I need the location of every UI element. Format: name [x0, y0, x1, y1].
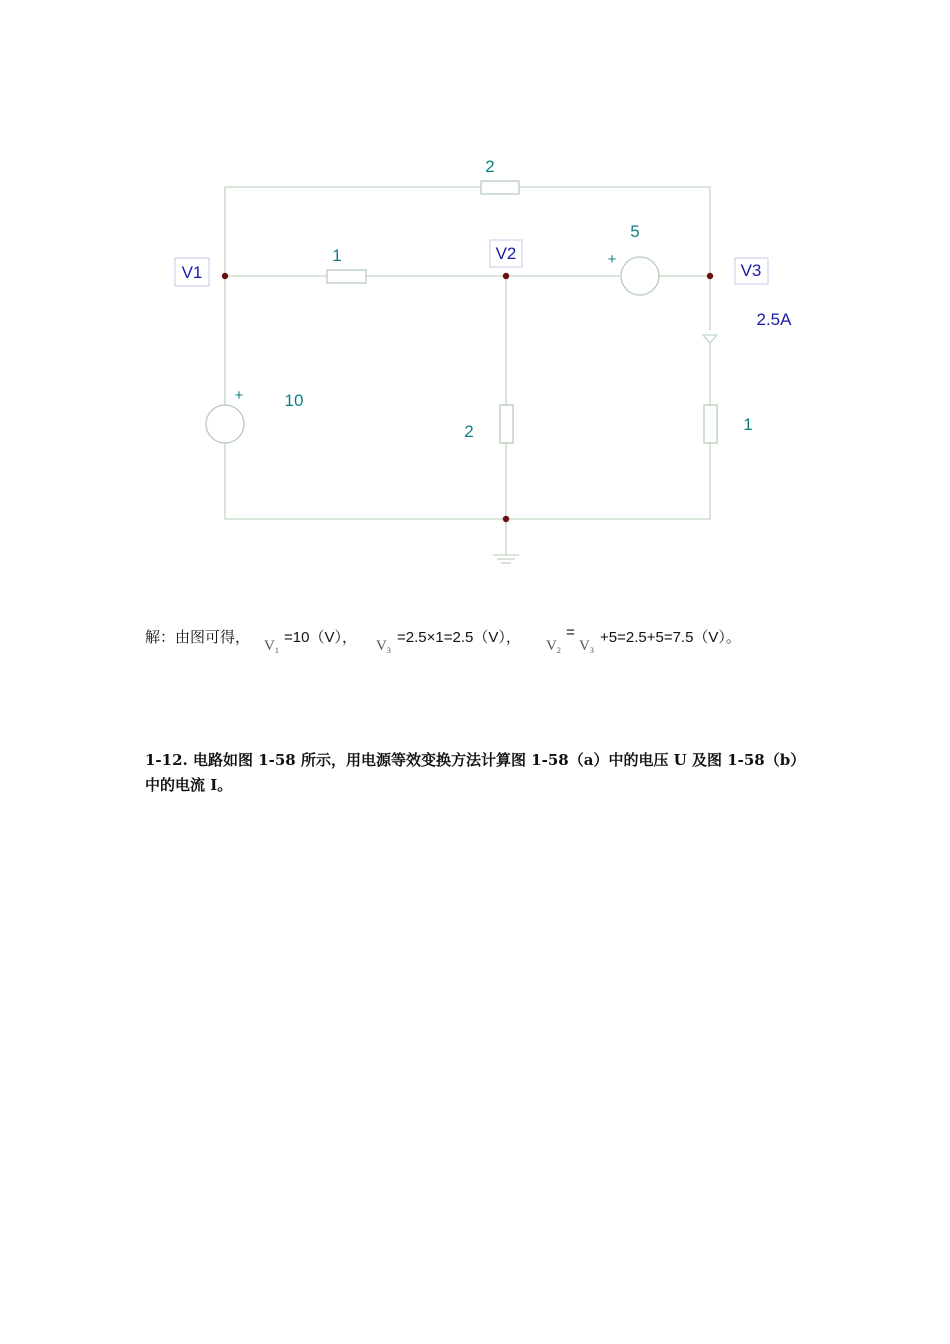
solution-var-v3a — [376, 638, 391, 655]
problem-statement: 1-12. 电路如图 1-58 所示，用电源等效变换方法计算图 1-58（a）中的电压 U 及图 1-58（b）中的电流 I。 — [145, 751, 806, 794]
var-subscript: 2 — [556, 646, 561, 655]
current-source-arrow-icon — [703, 335, 717, 366]
solution-var-v2 — [546, 638, 561, 655]
var-symbol: V — [376, 638, 387, 654]
voltage-source-middle-plus: + — [607, 251, 617, 268]
circuit-diagram — [0, 0, 950, 620]
solution-line — [145, 622, 845, 662]
solution-var-v1 — [264, 638, 279, 655]
var-subscript: 3 — [589, 646, 594, 655]
voltage-source-middle-value: 5 — [630, 222, 640, 241]
solution-eq3-rest: +5=2.5+5=7.5（V）。 — [600, 629, 741, 646]
wires — [225, 187, 710, 555]
node-v1-dot — [222, 273, 228, 279]
node-ground-dot — [503, 516, 509, 522]
resistor-v3-ground-value: 1 — [743, 415, 753, 434]
node-v2-dot — [503, 273, 509, 279]
voltage-source-middle — [621, 257, 659, 295]
node-v3-label: V3 — [740, 261, 762, 280]
voltage-source-left-plus: + — [234, 387, 244, 404]
resistor-v1-v2 — [327, 270, 366, 283]
voltage-source-left — [206, 405, 244, 443]
var-symbol: V — [579, 638, 590, 654]
voltage-source-left-value: 10 — [284, 391, 304, 410]
solution-eq3-equals: = — [566, 624, 575, 641]
resistor-v2-ground — [500, 405, 513, 443]
node-v2-label: V2 — [495, 244, 517, 263]
var-symbol: V — [264, 638, 275, 654]
var-subscript: 1 — [274, 646, 279, 655]
ground-icon — [493, 555, 519, 563]
resistor-v1-v2-value: 1 — [332, 246, 342, 265]
resistor-v3-ground — [704, 405, 717, 443]
var-subscript: 3 — [386, 646, 391, 655]
solution-eq1: =10（V）， — [284, 629, 357, 646]
solution-var-v3b — [579, 638, 594, 655]
resistor-v2-ground-value: 2 — [464, 422, 474, 441]
node-v1-label: V1 — [181, 263, 203, 282]
current-source-value: 2.5A — [756, 310, 792, 329]
node-v3-dot — [707, 273, 713, 279]
resistor-top — [481, 181, 519, 194]
var-symbol: V — [546, 638, 557, 654]
resistor-top-value: 2 — [485, 157, 495, 176]
solution-eq2: =2.5×1=2.5（V）， — [397, 629, 521, 646]
solution-intro: 解：由图可得， — [145, 628, 251, 646]
